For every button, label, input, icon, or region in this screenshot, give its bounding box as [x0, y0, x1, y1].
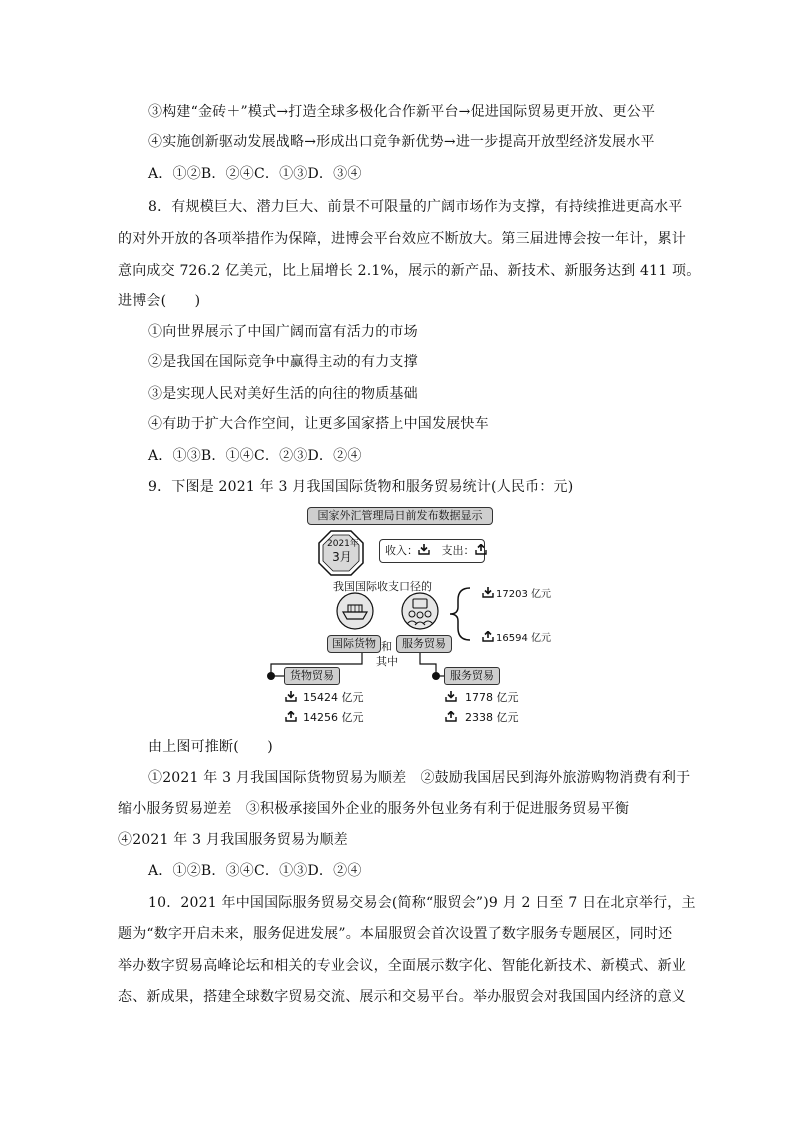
answer-choices-8: A．①③B．①④C．②③D．②④: [148, 448, 362, 464]
expense-upload-icon: [285, 711, 297, 722]
option-text: ②是我国在国际竞争中赢得主动的有力支撑: [148, 354, 418, 370]
answer-choices-9: A．①②B．③④C．①③D．②④: [148, 863, 362, 879]
income-download-icon: [285, 691, 297, 702]
services-label: 服务贸易: [396, 635, 452, 653]
question-8-stem: 进博会( ): [118, 293, 201, 309]
services-income: 1778 亿元: [445, 691, 519, 705]
legend-income-label: 收入：: [385, 544, 418, 557]
services-dot: [432, 672, 440, 680]
question-10-stem: 10．2021 年中国国际服务贸易交易会(简称“服贸会”)9 月 2 日至 7 日在北京举行，主: [148, 895, 696, 911]
date-month: 3月: [332, 550, 352, 564]
question-9-stem: 9．下图是 2021 年 3 月我国国际货物和服务贸易统计(人民币：元): [148, 479, 574, 495]
services-expense: 2338 亿元: [445, 711, 519, 725]
total-expense: 16594 亿元: [482, 631, 551, 646]
option-text: 缩小服务贸易逆差 ③积极承接国外企业的服务外包业务有利于促进服务贸易平衡: [118, 801, 630, 817]
goods-label: 国际货物: [327, 635, 381, 653]
option-4-text: ④实施创新驱动发展战略→形成出口竞争新优势→进一步提高开放型经济发展水平: [148, 134, 655, 150]
income-download-icon: [482, 587, 494, 598]
income-download-icon: [445, 691, 457, 702]
question-8-stem: 的对外开放的各项举措作为保障，进博会平台效应不断放大。第三届进博会按一年计，累计: [118, 231, 686, 247]
option-text: ④2021 年 3 月我国服务贸易为顺差: [118, 832, 348, 848]
option-text: ③是实现人民对美好生活的向往的物质基础: [148, 386, 418, 402]
answer-choices-7: A．①②B．②④C．①③D．③④: [148, 166, 362, 182]
date-year: 2021年: [327, 539, 359, 549]
goods-dot: [267, 672, 275, 680]
expense-upload-icon: [482, 631, 494, 642]
question-10-stem: 举办数字贸易高峰论坛和相关的专业会议，全面展示数字化、智能化新技术、新模式、新业: [118, 958, 686, 974]
question-8-stem: 意向成交 726.2 亿美元，比上届增长 2.1%，展示的新产品、新技术、新服务达到 411 项。: [118, 263, 701, 279]
diagram-header: 国家外汇管理局日前发布数据显示: [307, 507, 493, 525]
total-income: 17203 亿元: [482, 587, 551, 602]
goods-expense: 14256 亿元: [285, 711, 364, 725]
legend-expense-label: 支出：: [441, 544, 475, 557]
question-8-stem: 8．有规模巨大、潜力巨大、前景不可限量的广阔市场作为支撑，有持续推进更高水平: [148, 199, 683, 215]
expense-upload-icon: [445, 711, 457, 722]
income-download-icon: [418, 544, 430, 555]
goods-trade-tag: 货物贸易: [284, 667, 340, 685]
option-text: ①向世界展示了中国广阔而富有活力的市场: [148, 324, 418, 340]
services-trade-tag: 服务贸易: [444, 667, 500, 685]
among-text: 其中: [376, 655, 398, 668]
legend-box: [379, 539, 485, 563]
and-text: 和: [381, 640, 392, 653]
expense-upload-icon: [475, 544, 487, 555]
question-9-prompt: 由上图可推断( ): [148, 739, 273, 755]
question-10-stem: 态、新成果，搭建全球数字贸易交流、展示和交易平台。举办服贸会对我国国内经济的意义: [118, 989, 686, 1005]
goods-income: 15424 亿元: [285, 691, 364, 705]
caliber-title: 我国国际收支口径的: [333, 580, 432, 593]
question-10-stem: 题为“数字开启未来，服务促进发展”。本届服贸会首次设置了数字服务专题展区，同时还: [118, 926, 673, 942]
brace-shape: [450, 588, 470, 640]
option-text: ①2021 年 3 月我国国际货物贸易为顺差 ②鼓励我国居民到海外旅游购物消费有利于: [148, 770, 691, 786]
option-3-text: ③构建“金砖＋”模式→打造全球多极化合作新平台→促进国际贸易更开放、更公平: [148, 104, 656, 120]
option-text: ④有助于扩大合作空间，让更多国家搭上中国发展快车: [148, 416, 489, 432]
services-connector: [420, 653, 436, 676]
